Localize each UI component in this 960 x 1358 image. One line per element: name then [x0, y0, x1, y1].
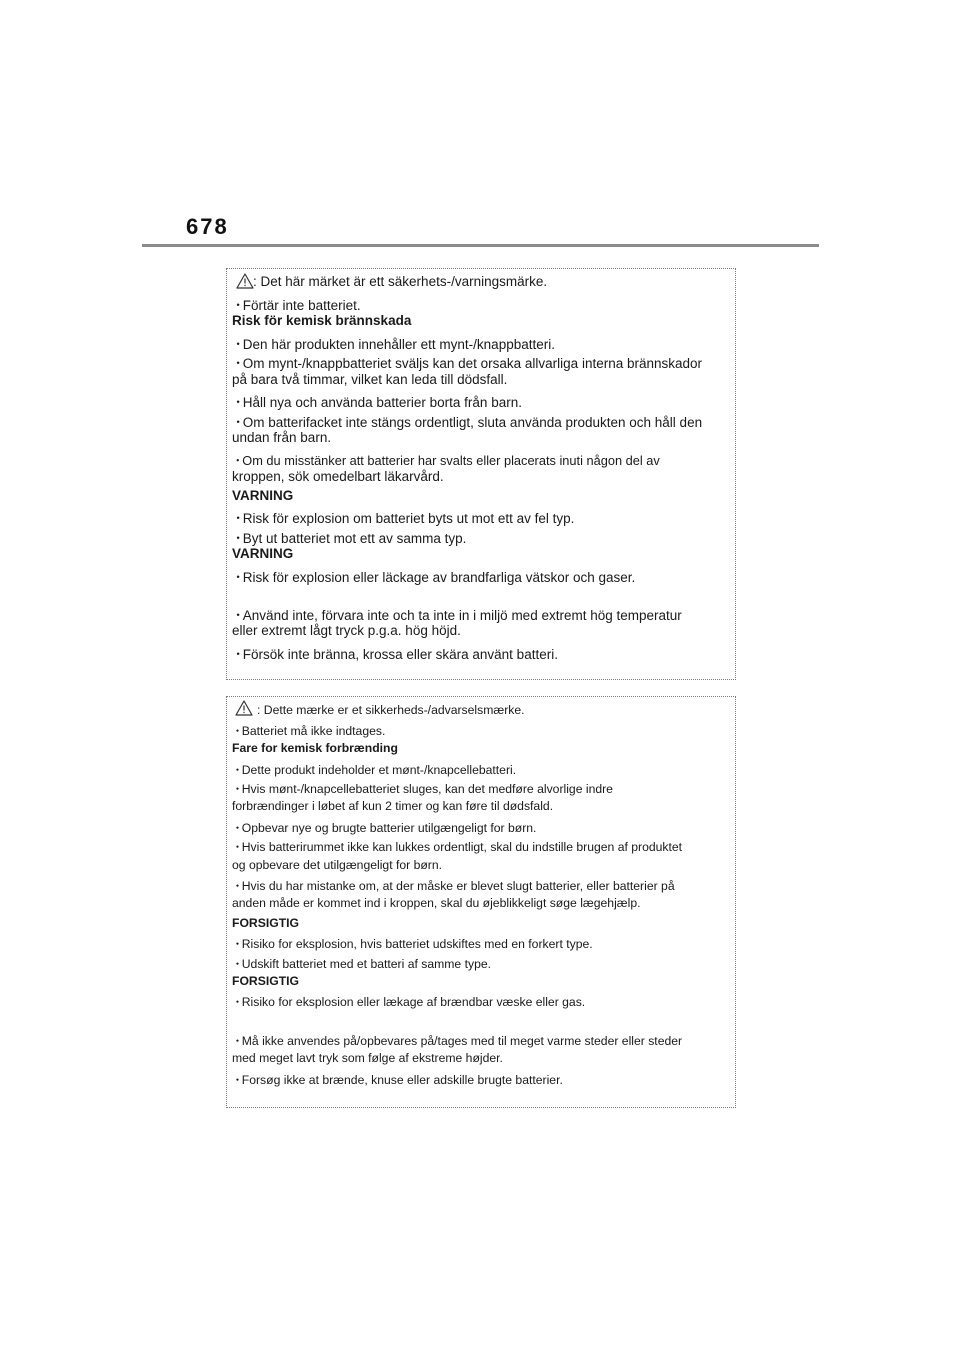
list-item: ・ Om batterifacket inte stängs ordentligt, sluta använda produkten och håll den [232, 411, 702, 431]
list-item: ・ Batteriet må ikke indtages. [232, 722, 385, 739]
list-item: ・ Risiko for eksplosion eller lækage af brændbar væske eller gas. [232, 993, 585, 1010]
header-rule [142, 244, 819, 247]
list-item: ・ Håll nya och använda batterier borta från barn. [232, 391, 522, 411]
list-item: ・ Hvis batterirummet ikke kan lukkes ordentligt, skal du indstille brugen af produktet [232, 838, 682, 855]
section-heading: VARNING [232, 488, 294, 503]
section-heading: FORSIGTIG [232, 974, 300, 988]
list-item: ・ Udskift batteriet med et batteri af samme type. [232, 955, 491, 972]
list-item-continuation: og opbevare det utilgængeligt for børn. [232, 858, 443, 872]
list-item: ・ Forsøg ikke at brænde, knuse eller adskille brugte batterier. [232, 1071, 563, 1088]
page-number: 678 [186, 214, 229, 239]
list-item: ・ Byt ut batteriet mot ett av samma typ. [232, 527, 466, 547]
list-item: ・ Dette produkt indeholder et mønt-/knapcellebatteri. [232, 761, 516, 778]
list-item-continuation: eller extremt lågt tryck p.g.a. hög höjd. [232, 623, 461, 638]
section-heading: Risk för kemisk brännskada [232, 313, 412, 328]
list-item: ・ Risk för explosion om batteriet byts ut mot ett av fel typ. [232, 507, 574, 527]
warning-triangle-icon [235, 700, 253, 716]
list-item: ・ Om du misstänker att batterier har svalts eller placerats inuti någon del av [232, 450, 660, 469]
list-item-continuation: kroppen, sök omedelbart läkarvård. [232, 469, 444, 484]
list-item: ・ Må ikke anvendes på/opbevares på/tages med til meget varme steder eller steder [232, 1032, 682, 1049]
list-item-continuation: anden måde er kommet ind i kroppen, skal du øjeblikkeligt søge lægehjælp. [232, 896, 641, 910]
list-item: ・ Den här produkten innehåller ett mynt-/knappbatteri. [232, 333, 555, 353]
list-item: ・ Om mynt-/knappbatteriet sväljs kan det orsaka allvarliga interna brännskador [232, 352, 702, 372]
list-item: ・ Opbevar nye og brugte batterier utilgængeligt for børn. [232, 819, 536, 836]
warning-mark-text: : Det här märket är ett säkerhets-/varningsmärke. [253, 274, 548, 289]
list-item: ・ Risk för explosion eller läckage av brandfarliga vätskor och gaser. [232, 566, 635, 586]
section-heading: Fare for kemisk forbrænding [232, 741, 398, 755]
list-item: ・ Använd inte, förvara inte och ta inte in i miljö med extremt hög temperatur [232, 604, 682, 624]
section-heading: FORSIGTIG [232, 916, 300, 930]
list-item-continuation: undan från barn. [232, 430, 332, 445]
list-item: ・ Försök inte bränna, krossa eller skära använt batteri. [232, 643, 558, 663]
warning-triangle-icon [236, 273, 254, 289]
list-item: ・ Risiko for eksplosion, hvis batteriet udskiftes med en forkert type. [232, 935, 593, 952]
list-item: ・ Hvis mønt-/knapcellebatteriet sluges, kan det medføre alvorlige indre [232, 780, 613, 797]
warning-mark-text: : Dette mærke er et sikkerheds-/advarselsmærke. [257, 703, 525, 717]
list-item: ・ Förtär inte batteriet. [232, 294, 361, 314]
list-item-continuation: på bara två timmar, vilket kan leda till dödsfall. [232, 372, 508, 387]
list-item: ・ Hvis du har mistanke om, at der måske er blevet slugt batterier, eller batterier på [232, 877, 675, 894]
list-item-continuation: forbrændinger i løbet af kun 2 timer og kan føre til dødsfald. [232, 799, 554, 813]
list-item-continuation: med meget lavt tryk som følge af ekstreme højder. [232, 1051, 503, 1065]
section-heading: VARNING [232, 546, 294, 561]
